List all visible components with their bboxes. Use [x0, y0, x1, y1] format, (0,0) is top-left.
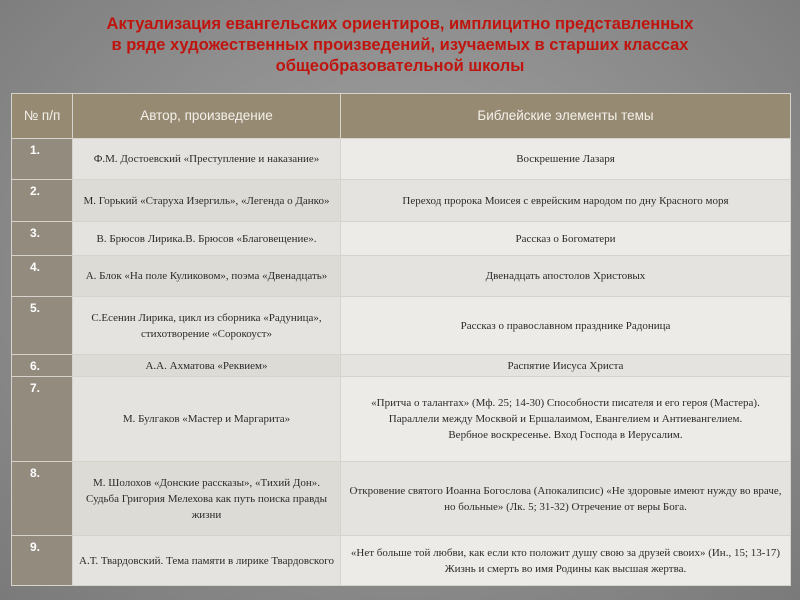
table-header-row [12, 94, 791, 139]
slide-title-line: общеобразовательной школы [275, 57, 525, 75]
row-biblical-text: Воскрешение Лазаря [516, 153, 615, 165]
table-row [12, 180, 791, 222]
row-biblical-text: «Притча о талантах» (Мф. 25; 14-30) Способности писателя и его героя (Мастера). Параллели между Москвой и Ершалаимом, Евангелием и Антиевангелием. [371, 397, 760, 425]
row-biblical [341, 256, 791, 297]
row-number: 6. [12, 355, 73, 377]
row-number: 7. [12, 377, 73, 462]
row-biblical [341, 180, 791, 222]
row-biblical [341, 297, 791, 355]
row-biblical [341, 536, 791, 586]
themes-table [11, 93, 791, 586]
row-biblical-text: Рассказ о православном празднике Радоница [460, 319, 671, 332]
row-biblical-text: Откровение святого Иоанна Богослова (Апокалипсис) «Не здоровые имеют нужду во враче, но больные» (Лк. 5; 31-32) Отречение от веры Бога. [349, 484, 782, 513]
row-biblical [341, 139, 791, 180]
row-biblical-text: Вербное воскресенье. Вход Господа в Иерусалим. [448, 429, 683, 441]
row-number: 4. [12, 256, 73, 297]
table-row [12, 222, 791, 256]
row-biblical [341, 377, 791, 462]
row-number: 5. [12, 297, 73, 355]
row-biblical-text: Рассказ о Богоматери [515, 232, 616, 245]
slide-title-line: в ряде художественных произведений, изучаемых в старших классах [111, 36, 689, 54]
row-author: Ф.М. Достоевский «Преступление и наказание» [73, 139, 341, 180]
row-number: 1. [12, 139, 73, 180]
row-biblical [341, 462, 791, 536]
row-author: М. Шолохов «Донские рассказы», «Тихий Дон». Судьба Григория Мелехова как путь поиска правды жизни [73, 462, 341, 536]
row-number: 2. [12, 180, 73, 222]
row-biblical-text: Двенадцать апостолов Христовых [485, 270, 646, 282]
row-number: 8. [12, 462, 73, 536]
table-row [12, 536, 791, 586]
header-author: Автор, произведение [73, 94, 341, 139]
row-author: М. Булгаков «Мастер и Маргарита» [73, 377, 341, 462]
header-number: № п/п [12, 94, 73, 139]
row-biblical-text: Переход пророка Моисея с еврейским народом по дну Красного моря [402, 194, 729, 207]
row-author: А. Блок «На поле Куликовом», поэма «Двенадцать» [73, 256, 341, 297]
row-biblical [341, 355, 791, 377]
row-author: В. Брюсов Лирика.В. Брюсов «Благовещение». [73, 222, 341, 256]
table-row [12, 355, 791, 377]
row-number: 9. [12, 536, 73, 586]
row-author: С.Есенин Лирика, цикл из сборника «Радуница», стихотворение «Сорокоуст» [73, 297, 341, 355]
header-biblical: Библейские элементы темы [341, 94, 791, 139]
slide-title-line: Актуализация евангельских ориентиров, имплицитно представленных [106, 15, 694, 33]
table-row [12, 256, 791, 297]
table-row [12, 297, 791, 355]
row-author: А.А. Ахматова «Реквием» [73, 355, 341, 377]
table-row [12, 139, 791, 180]
slide-title [60, 14, 740, 77]
row-biblical [341, 222, 791, 256]
row-number: 3. [12, 222, 73, 256]
table-row [12, 377, 791, 462]
row-biblical-text: «Нет больше той любви, как если кто положит душу свою за друзей своих» (Ин., 15; 13-17) Жизнь и смерть во имя Родины как высшая жертва. [350, 546, 781, 575]
table-row [12, 462, 791, 536]
row-author: М. Горький «Старуха Изергиль», «Легенда о Данко» [73, 180, 341, 222]
row-author: А.Т. Твардовский. Тема памяти в лирике Твардовского [73, 536, 341, 586]
row-biblical-text: Распятие Иисуса Христа [507, 359, 624, 372]
